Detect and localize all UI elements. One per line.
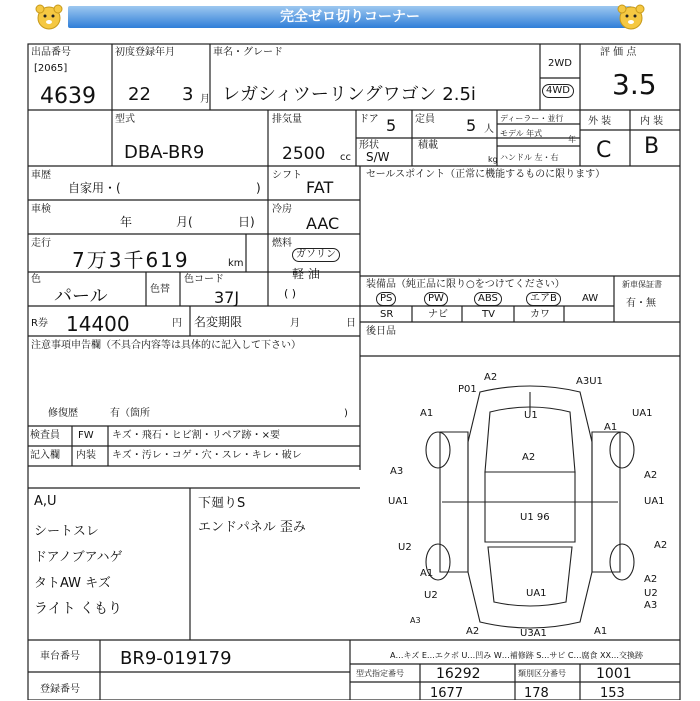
model-label: 型式 <box>115 114 135 125</box>
repair-close: ) <box>344 408 348 419</box>
fuel-paren: ( ) <box>284 287 297 300</box>
drive-4wd: 4WD <box>542 84 574 98</box>
damage-legend: A…キズ E…エクボ U…凹み W…補修跡 S…サビ C…腐食 XX…交換跡 <box>390 651 644 660</box>
regno-label: 登録番号 <box>40 684 80 695</box>
validity-month: 月 <box>290 318 300 329</box>
equip-airbag: エアB <box>526 292 561 306</box>
disp-unit: cc <box>340 152 351 163</box>
dmg-mark: P01 <box>458 384 477 395</box>
dmg-mark: U1 <box>524 410 538 421</box>
year-unit: 年 <box>568 135 576 144</box>
repair-value: 有（箇所 <box>110 408 150 419</box>
ac-label: 冷房 <box>272 204 292 215</box>
note-5: ライト くもり <box>34 601 123 617</box>
car-name: レガシィツーリングワゴン 2.5i <box>222 84 476 105</box>
handle-label: ハンドル 左・右 <box>500 153 559 162</box>
class-num-label: 類別区分番号 <box>518 669 566 678</box>
recycle-unit: 円 <box>172 318 182 329</box>
cap-value: 5 <box>466 116 477 135</box>
score-label: 評 価 点 <box>600 47 637 58</box>
dmg-mark: A3U1 <box>576 376 603 387</box>
fuel-gas: ガソリン <box>292 248 340 262</box>
dmg-mark: A3 <box>390 466 404 477</box>
reg-year: 22 <box>128 84 151 105</box>
disp-label: 排気量 <box>272 114 302 125</box>
equip-ps: PS <box>376 292 396 306</box>
dmg-mark: A1 <box>604 422 618 433</box>
ext-label: 外 装 <box>588 116 612 127</box>
warranty-value: 有・無 <box>626 298 656 309</box>
dmg-mark: A1 <box>420 568 434 579</box>
mileage-value: 7万3千619 <box>72 248 190 272</box>
cap-label: 定員 <box>415 114 435 125</box>
color-code-value: 37J <box>214 288 240 307</box>
equip-tv: TV <box>482 309 495 320</box>
equip-pw: PW <box>424 292 448 306</box>
mileage-unit: km <box>228 258 244 269</box>
warranty-label: 新車保証書 <box>622 280 662 289</box>
dmg-mark: U2 <box>398 542 412 553</box>
dmg-mark: A2 <box>644 470 658 481</box>
name-label: 車名・グレード <box>213 47 283 58</box>
sales-label: セールスポイント（正常に機能するものに限ります） <box>366 169 606 180</box>
equip-aw: AW <box>582 293 599 304</box>
dmg-mark: U1 96 <box>520 512 550 523</box>
inspector-label: 検査員 <box>30 430 60 441</box>
int-inspect-label: 内装 <box>76 450 96 461</box>
dmg-mark: A1 <box>420 408 434 419</box>
drive-2wd: 2WD <box>548 58 572 69</box>
color-value: パール <box>54 286 108 307</box>
shape-label: 形状 <box>359 140 379 151</box>
model-value: DBA-BR9 <box>124 142 205 163</box>
int-value: B <box>644 134 660 159</box>
insp-month: 月( <box>176 215 193 229</box>
reg-month: 3 <box>182 84 194 105</box>
insp-day: 日) <box>238 215 255 229</box>
note-3: ドアノブアハゲ <box>34 550 123 565</box>
ac-value: AAC <box>306 214 340 233</box>
page-title: 完全ゼロ切りコーナー <box>68 6 632 28</box>
lot-number: 4639 <box>40 84 96 109</box>
dmg-mark: UA1 <box>526 588 547 599</box>
equip-abs: ABS <box>474 292 502 306</box>
dmg-mark: A3 <box>410 616 421 625</box>
dmg-mark: A3 <box>644 600 658 611</box>
load-unit: kg <box>488 155 498 164</box>
recycle-label: R券 <box>31 318 48 329</box>
equip-label: 装備品（純正品に限り○をつけてください） <box>366 279 565 290</box>
record-label: 記入欄 <box>30 450 60 461</box>
model-num-value: 16292 <box>436 666 481 682</box>
model-num-label: 型式指定番号 <box>356 669 404 678</box>
model-year-label: モデル 年式 <box>500 129 543 138</box>
fw-items: キズ・飛石・ヒビ割・リペア跡・×要 <box>112 430 280 441</box>
dmg-mark: U2 <box>644 588 658 599</box>
dmg-mark: A1 <box>594 626 608 637</box>
dmg-mark: A2 <box>644 574 658 585</box>
load-label: 積載 <box>418 140 438 151</box>
use-label: 車歴 <box>31 170 51 181</box>
dealer-label: ディーラー・並行 <box>500 114 564 123</box>
note-right-2: エンドパネル 歪み <box>198 520 306 535</box>
disp-value: 2500 <box>282 144 326 164</box>
equip-sr: SR <box>380 309 394 320</box>
validity-label: 名変期限 <box>194 315 243 329</box>
score-value: 3.5 <box>612 68 657 101</box>
equip-leather: カワ <box>530 309 550 320</box>
dmg-mark: A2 <box>522 452 536 463</box>
insp-label: 車検 <box>31 204 51 215</box>
row-c: 153 <box>600 686 625 701</box>
color-code-label: 色コード <box>184 274 224 285</box>
fuel-label: 燃料 <box>272 238 292 249</box>
door-value: 5 <box>386 116 397 135</box>
fw-label: FW <box>78 430 94 441</box>
class-num-value: 1001 <box>596 666 632 682</box>
ext-value: C <box>596 138 612 163</box>
fuel-diesel: 軽 油 <box>292 267 320 281</box>
note-1: A,U <box>34 494 57 509</box>
use-close: ) <box>256 181 261 195</box>
insp-year: 年 <box>120 215 133 229</box>
dmg-mark: UA1 <box>632 408 653 419</box>
dmg-mark: U3A1 <box>520 628 547 639</box>
equip-navi: ナビ <box>428 309 448 320</box>
mileage-label: 走行 <box>31 238 51 249</box>
int-items: キズ・汚レ・コゲ・穴・スレ・キレ・破レ <box>112 450 302 461</box>
note-2: シートスレ <box>34 524 99 539</box>
validity-day: 日 <box>346 318 356 329</box>
owner-label: 後日品 <box>366 326 396 337</box>
reg-month-unit: 月 <box>200 94 210 105</box>
repair-label: 修復歴 <box>48 408 78 419</box>
shift-value: FAT <box>306 178 334 197</box>
use-value: 自家用・( <box>68 181 121 195</box>
color-label: 色 <box>31 274 41 285</box>
lot-sub: [2065] <box>34 63 68 74</box>
dmg-mark: A2 <box>654 540 668 551</box>
note-4: タトAW キズ <box>34 576 111 591</box>
chassis-label: 車台番号 <box>40 651 80 662</box>
shift-label: シフト <box>272 170 302 181</box>
recycle-value: 14400 <box>66 312 130 336</box>
color-change-label: 色替 <box>150 284 170 295</box>
int-label: 内 装 <box>640 116 664 127</box>
note-right-1: 下廻りS <box>198 496 246 511</box>
chassis-value: BR9-019179 <box>120 648 232 669</box>
door-label: ドア <box>359 114 379 125</box>
shape-value: S/W <box>366 150 390 164</box>
dmg-mark: A2 <box>466 626 480 637</box>
lot-label: 出品番号 <box>31 47 71 58</box>
row-b: 178 <box>524 686 549 701</box>
notes-label: 注意事項申告欄（不具合内容等は具体的に記入して下さい） <box>31 340 301 351</box>
cap-unit: 人 <box>484 124 494 135</box>
dmg-mark: UA1 <box>388 496 409 507</box>
reg-label: 初度登録年月 <box>115 47 175 58</box>
dmg-mark: A2 <box>484 372 498 383</box>
dmg-mark: UA1 <box>644 496 665 507</box>
row-a: 1677 <box>430 686 464 701</box>
dmg-mark: U2 <box>424 590 438 601</box>
